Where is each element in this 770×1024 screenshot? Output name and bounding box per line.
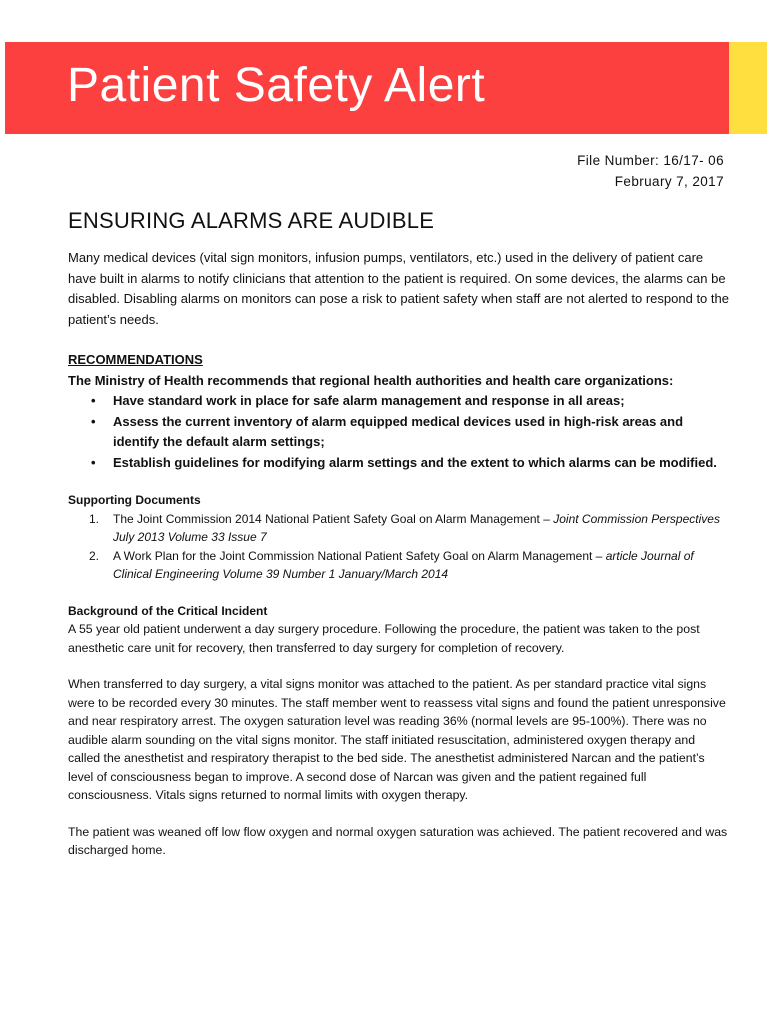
recommendations-title: RECOMMENDATIONS <box>68 352 203 367</box>
supporting-documents-list <box>68 510 730 584</box>
page-title: Patient Safety Alert <box>67 59 486 112</box>
recommendations-section <box>68 350 730 473</box>
supporting-documents-title: Supporting Documents <box>68 493 201 507</box>
recommendations-lead: The Ministry of Health recommends that regional health authorities and health care organizations: <box>68 372 674 388</box>
recommendations-list <box>68 391 730 473</box>
intro-paragraph: Many medical devices (vital sign monitors, infusion pumps, ventilators, etc.) used in the delivery of patient care have built in alarms to notify clinicians that attention to the patient is required. On some devices, the alarms can be disabled. Disabling alarms on monitors can pose a risk to patient safety when staff are not alerted to respond to the patient’s needs. <box>68 250 729 327</box>
list-item: 2. A Work Plan for the Joint Commission National Patient Safety Goal on Alarm Management – article Journal of Clinical Engineering Volume 39 Number 1 January/March 2014 <box>89 548 694 581</box>
list-item: • Assess the current inventory of alarm equipped medical devices used in high-risk areas and identify the default alarm settings; <box>91 413 684 449</box>
bullet-icon: • <box>91 393 96 408</box>
banner-accent-bar <box>729 42 767 134</box>
background-paragraph: A 55 year old patient underwent a day surgery procedure. Following the procedure, the patient was taken to the post anesthetic care unit for recovery, then transferred to day surgery for completion of recovery. <box>68 622 700 655</box>
background-section <box>68 602 730 860</box>
list-item: • Establish guidelines for modifying alarm settings and the extent to which alarms can be modified. <box>113 453 730 474</box>
file-info <box>577 150 724 192</box>
headline: ENSURING ALARMS ARE AUDIBLE <box>68 208 435 233</box>
background-paragraph: When transferred to day surgery, a vital signs monitor was attached to the patient. As per standard practice vital signs were to be recorded every 30 minutes. The staff member went to reassess vital signs and found the patient unresponsive and near respiratory arrest. The oxygen saturation level was reading 36% (normal levels are 95-100%). There was no audible alarm sounding on the vital signs monitor. The staff initiated resuscitation, administered oxygen therapy and called the anesthetist and respiratory therapist to the bed side. The anesthetist administered Narcan and the patient’s level of consciousness began to improve. A second dose of Narcan was given and the patient regained full consciousness. Vitals signs returned to normal limits with oxygen therapy. <box>68 677 726 802</box>
bullet-icon: • <box>91 413 96 429</box>
background-title: Background of the Critical Incident <box>68 603 268 618</box>
bullet-icon: • <box>91 454 96 470</box>
supporting-documents-section <box>68 491 730 584</box>
background-paragraph: The patient was weaned off low flow oxygen and normal oxygen saturation was achieved. The patient recovered and was discharged home. <box>68 824 728 857</box>
list-item: • Have standard work in place for safe alarm management and response in all areas; <box>113 391 730 412</box>
list-item: 1. The Joint Commission 2014 National Patient Safety Goal on Alarm Management – Joint Commission Perspectives July 2013 Volume 33 Issue 7 <box>89 511 720 544</box>
file-date: February 7, 2017 <box>614 174 724 189</box>
document-body <box>68 208 730 860</box>
file-number: File Number: 16/17- 06 <box>577 153 724 168</box>
